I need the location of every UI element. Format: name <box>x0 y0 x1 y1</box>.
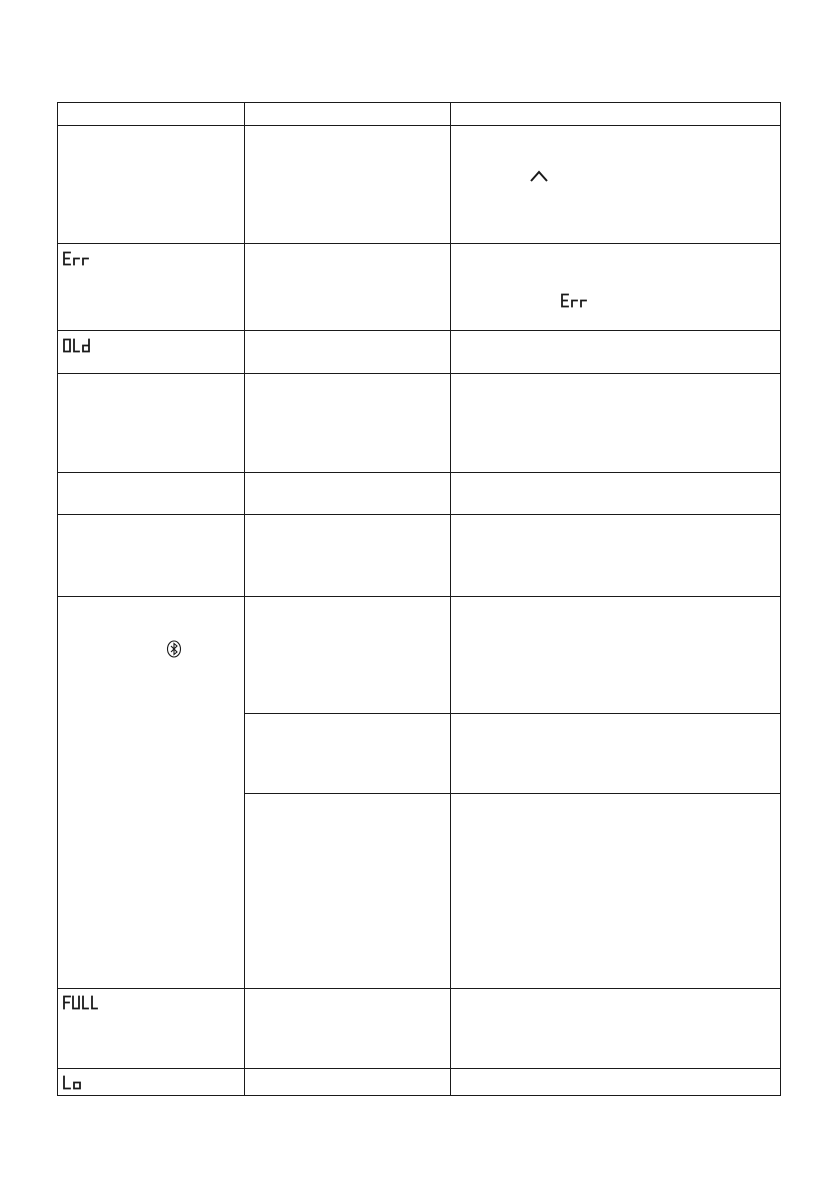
row-divider-8 <box>57 1068 781 1069</box>
column-divider-1 <box>244 102 245 1096</box>
row-divider-header <box>57 125 781 126</box>
row-divider-4 <box>57 472 781 473</box>
lcd-code-full <box>62 995 102 1010</box>
table-border-left <box>57 102 58 1096</box>
bluetooth-icon <box>166 640 182 663</box>
row-divider-bt-b <box>244 793 781 794</box>
table-border-right <box>780 102 781 1096</box>
column-divider-2 <box>450 102 451 1096</box>
lcd-code-err-inline <box>560 293 590 308</box>
caret-up-icon <box>529 169 549 188</box>
table-border-top <box>57 102 781 103</box>
row-divider-1 <box>57 243 781 244</box>
row-divider-7 <box>57 988 781 989</box>
troubleshooting-table <box>57 102 781 1096</box>
lcd-code-err <box>62 251 92 266</box>
table-border-bottom <box>57 1095 781 1096</box>
row-divider-bt-a <box>244 713 781 714</box>
row-divider-2 <box>57 330 781 331</box>
lcd-code-lo <box>62 1075 86 1090</box>
lcd-code-old <box>62 338 94 353</box>
row-divider-3 <box>57 373 781 374</box>
row-divider-5 <box>57 514 781 515</box>
row-divider-6 <box>57 596 781 597</box>
